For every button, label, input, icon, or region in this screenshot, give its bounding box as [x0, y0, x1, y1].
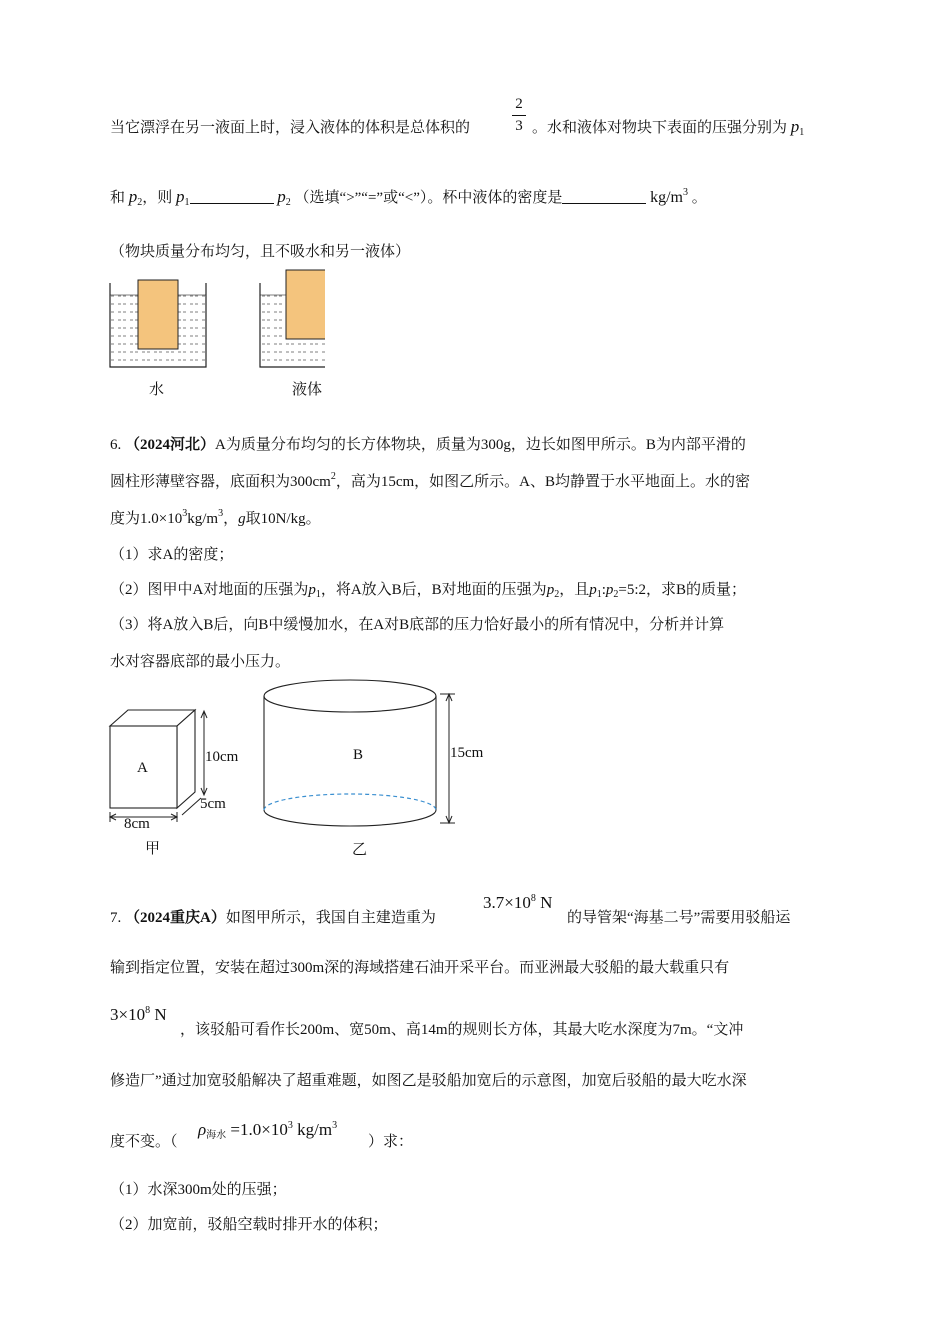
q7-text: 输到指定位置，安装在超过300m深的海域搭建石油开采平台。而亚洲最大驳船的最大载重只有 [110, 960, 730, 976]
q7-formula-density [198, 1120, 337, 1141]
math-unit: N [150, 1005, 167, 1024]
label-a-width: 8cm [124, 816, 150, 832]
label-b: B [353, 747, 364, 763]
label-a-depth: 5cm [200, 796, 226, 812]
q7-line-1b [567, 906, 790, 927]
q6-text: ， [223, 511, 239, 527]
q5-text: 当它漂浮在另一液面上时，浸入液体的体积是总体积的 [110, 120, 471, 136]
math-p: p [605, 582, 614, 598]
water-beaker [110, 280, 206, 367]
q6-text: 圆柱形薄壁容器，底面积为300cm [110, 474, 331, 490]
q7-text: 度不变。（ [110, 1134, 178, 1150]
q7-line-5b [368, 1130, 413, 1151]
sup: 3 [182, 508, 188, 519]
q5-line-1 [110, 116, 470, 137]
math-sub: 2 [137, 197, 143, 208]
label-b-height: 15cm [450, 745, 484, 761]
sup: 8 [145, 1005, 151, 1016]
q7-line-1 [110, 906, 436, 927]
q6-line-2 [110, 470, 750, 491]
q7-text: 的导管架“海基二号”需要用驳船运 [567, 910, 791, 926]
q7-sub-2 [110, 1213, 388, 1234]
q5-text: ，则 [142, 190, 173, 206]
math-sub: 1 [799, 127, 805, 138]
q7-text: ）求： [368, 1134, 414, 1150]
answer-blank-1[interactable] [190, 189, 274, 204]
q6-text: ，且 [559, 582, 590, 598]
figure-cylinder-b [262, 678, 472, 838]
q7-line-4 [110, 1069, 747, 1090]
q6-line-1 [110, 433, 746, 454]
q5-text: （选填“>”“=”或“<”）。杯中液体的密度是 [294, 190, 563, 206]
q6-text: 度为1.0×10 [110, 511, 183, 527]
q6-text: ，将A放入B后，B对地面的压强为 [320, 582, 547, 598]
math-p: p [589, 582, 597, 598]
answer-blank-2[interactable] [562, 189, 646, 204]
q6-text: kg/m [187, 511, 219, 527]
q5-text: 和 [110, 190, 126, 206]
q5-line-2 [110, 186, 707, 208]
beaker-figures [105, 268, 325, 373]
question-number: 7. [110, 910, 122, 926]
q5-text: 。 [691, 190, 707, 206]
math-unit: N [535, 893, 553, 912]
fraction-two-thirds [512, 96, 526, 135]
q6-text: （1）求A的密度； [110, 547, 234, 563]
fraction-denominator: 3 [515, 118, 523, 134]
q7-text: 修造厂”通过加宽驳船解决了超重难题，如图乙是驳船加宽后的示意图，加宽后驳船的最大吃水深 [110, 1073, 747, 1089]
q5-text: 。水和液体对物块下表面的压强分别为 [532, 120, 788, 136]
math-rho: ρ [198, 1120, 207, 1139]
q6-text: （3）将A放入B后，向B中缓慢加水，在A对B底部的压力恰好最小的所有情况中，分析并计算 [110, 617, 725, 633]
block-in-liquid [286, 270, 325, 339]
math-sub: 2 [613, 589, 619, 600]
question-source: （2024重庆A） [125, 910, 226, 926]
unit-text: kg/m [650, 189, 683, 206]
figure-cuboid-a [100, 700, 250, 840]
math-p: p [176, 187, 185, 206]
math-p: p [790, 117, 800, 136]
q6-text: A为质量分布均匀的长方体物块，质量为300g，边长如图甲所示。B为内部平滑的 [215, 437, 746, 453]
q6-sub-3b [110, 650, 290, 671]
sup: 3 [287, 1120, 293, 1131]
math-sub: 2 [554, 589, 560, 600]
q7-text: ，该驳船可看作长200m、宽50m、高14m的规则长方体，其最大吃水深度为7m。“文冲 [180, 1022, 744, 1038]
fraction-numerator: 2 [515, 96, 523, 112]
q5-note [110, 240, 410, 261]
fig-label-liquid: 液体 [292, 382, 323, 398]
q7-text: （2）加宽前，驳船空载时排开水的体积； [110, 1217, 388, 1233]
question-number: 6. [110, 437, 122, 453]
math-sub: 1 [315, 589, 321, 600]
q6-sub-2 [110, 578, 746, 600]
q7-line-5 [110, 1130, 178, 1151]
q6-line-3 [110, 507, 321, 528]
q6-text: ，高为15cm，如图乙所示。A、B均静置于水平地面上。水的密 [335, 474, 750, 490]
q7-text: 如图甲所示，我国自主建造重为 [225, 910, 436, 926]
q6-text: : [601, 582, 606, 598]
math-p: p [546, 582, 555, 598]
q5-line-1b [532, 116, 804, 138]
liquid-beaker [260, 270, 325, 367]
question-source: （2024河北） [125, 437, 216, 453]
math-value: 3.7×10 [483, 893, 531, 912]
q6-text: 水对容器底部的最小压力。 [110, 654, 291, 670]
q7-line-3 [180, 1018, 743, 1039]
math-value: =1.0×10 [226, 1120, 288, 1139]
q7-formula-weight [483, 893, 552, 913]
q5-text: （物块质量分布均匀，且不吸水和另一液体） [110, 244, 411, 260]
sup: 2 [330, 471, 336, 482]
math-sub: 2 [285, 197, 291, 208]
q6-sub-3 [110, 613, 724, 634]
q6-text: 取10N/kg。 [245, 511, 321, 527]
math-p: p [308, 582, 316, 598]
q7-sub-1 [110, 1178, 287, 1199]
math-g: g [238, 511, 246, 527]
caption-jia: 甲 [145, 841, 161, 857]
q7-text: （1）水深300m处的压强； [110, 1182, 287, 1198]
label-a: A [137, 760, 148, 776]
fig-label-water: 水 [149, 382, 165, 398]
sup: 3 [332, 1120, 338, 1131]
unit-sup: 3 [683, 187, 688, 198]
math-value: 3×10 [110, 1005, 146, 1024]
label-a-height: 10cm [205, 749, 239, 765]
q7-formula-load [110, 1005, 167, 1025]
caption-yi: 乙 [352, 842, 368, 858]
q6-text: （2）图甲中A对地面的压强为 [110, 582, 309, 598]
sup: 3 [218, 508, 224, 519]
math-p: p [128, 187, 138, 206]
math-sub: 1 [596, 589, 602, 600]
math-sub: 海水 [206, 1130, 227, 1141]
q6-text: =5:2，求B的质量； [618, 582, 747, 598]
q7-line-2 [110, 956, 729, 977]
math-p: p [277, 187, 286, 206]
q6-sub-1 [110, 543, 233, 564]
sup: 8 [530, 893, 536, 904]
block-in-water [138, 280, 178, 349]
math-sub: 1 [184, 197, 190, 208]
math-unit: kg/m [292, 1120, 333, 1139]
